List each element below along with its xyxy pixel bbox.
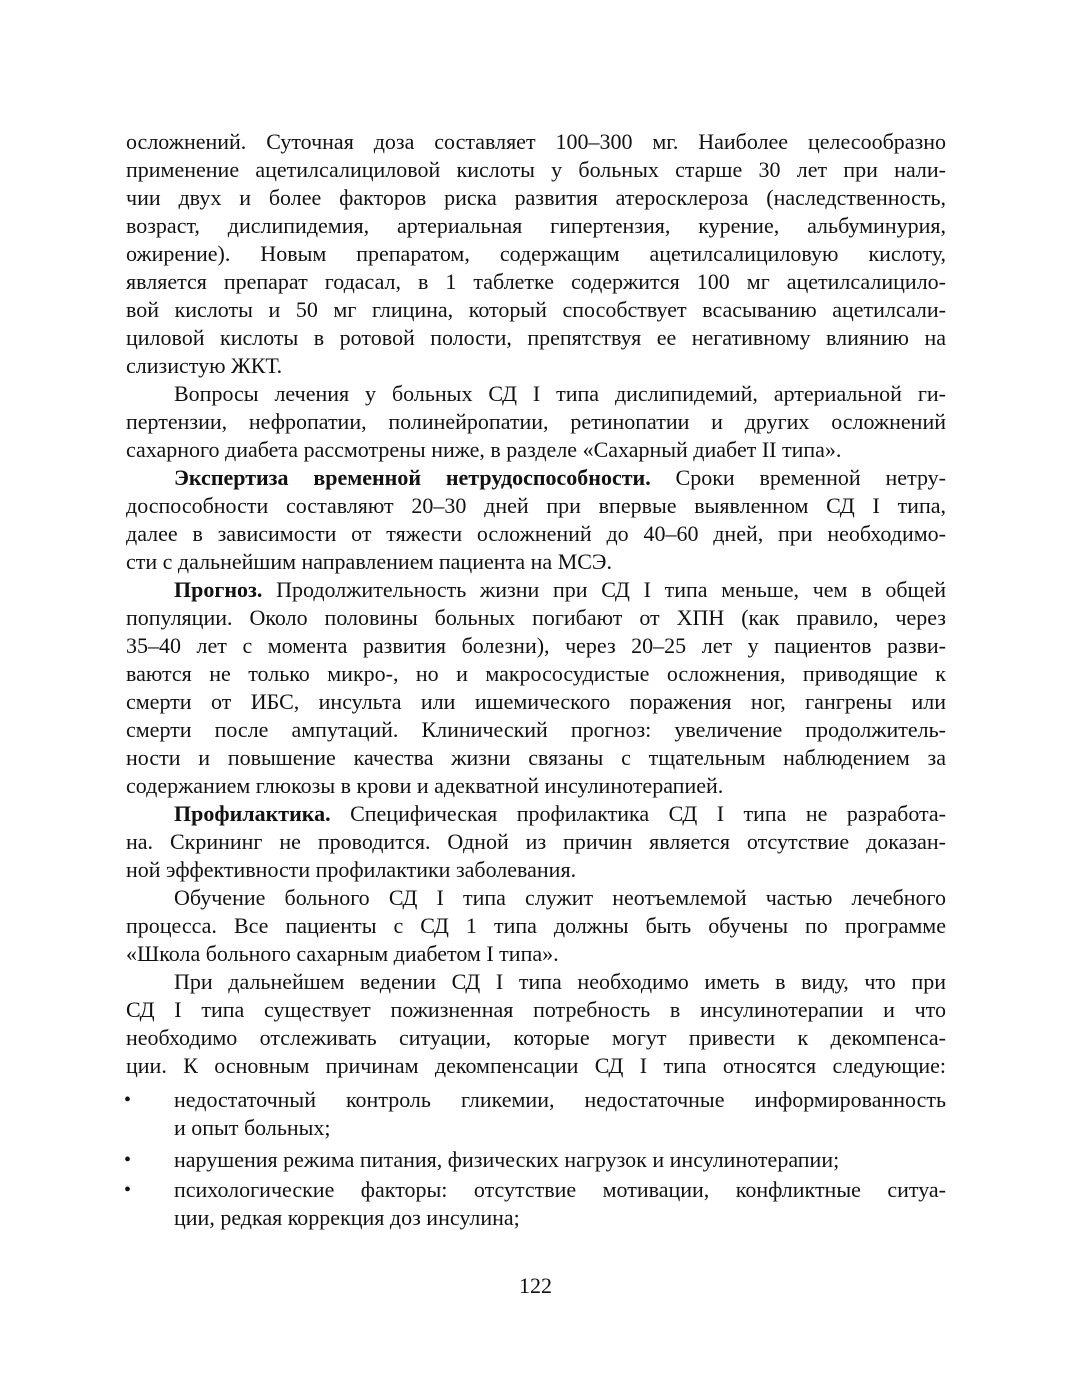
text-line: доспособности составляют 20–30 дней при впервые выявленном СД I типа, xyxy=(126,493,946,518)
text-line: циловой кислоты в ротовой полости, препятствуя ее негативному влиянию на xyxy=(126,325,946,350)
text-line: Вопросы лечения у больных СД I типа дислипидемий, артериальной ги- xyxy=(174,381,946,406)
list-item: ции, редкая коррекция доз инсулина; xyxy=(174,1205,520,1230)
text-line: слизистую ЖКТ. xyxy=(126,353,283,378)
text-line: смерти после ампутаций. Клинический прогноз: увеличение продолжитель- xyxy=(126,717,946,742)
text-line: далее в зависимости от тяжести осложнений до 40–60 дней, при необходимо- xyxy=(126,521,946,546)
text-line: необходимо отслеживать ситуации, которые могут привести к декомпенса- xyxy=(126,1025,946,1050)
text-line: При дальнейшем ведении СД I типа необходимо иметь в виду, что при xyxy=(174,969,946,994)
text-line: ожирение). Новым препаратом, содержащим ацетилсалициловую кислоту, xyxy=(126,241,946,266)
text-line: сахарного диабета рассмотрены ниже, в разделе «Сахарный диабет II типа». xyxy=(126,437,842,462)
text-span: Специфическая профилактика СД I типа не разработа- xyxy=(350,801,947,826)
text-line: ции. К основным причинам декомпенсации СД I типа относятся следующие: xyxy=(126,1053,946,1078)
text-line xyxy=(174,800,946,828)
bullet-icon: • xyxy=(124,1089,132,1111)
text-span: Продолжительность жизни при СД I типа меньше, чем в общей xyxy=(276,577,946,602)
text-line: сти с дальнейшим направлением пациента на МСЭ. xyxy=(126,549,612,574)
text-line: пертензии, нефропатии, полинейропатии, ретинопатии и других осложнений xyxy=(126,409,946,434)
text-line: ности и повышение качества жизни связаны с тщательным наблюдением за xyxy=(126,745,946,770)
bullet-icon: • xyxy=(124,1149,132,1171)
text-line: СД I типа существует пожизненная потребность в инсулинотерапии и что xyxy=(126,997,946,1022)
text-line: на. Скрининг не проводится. Одной из причин является отсутствие доказан- xyxy=(126,829,946,854)
list-item: нарушения режима питания, физических нагрузок и инсулинотерапии; xyxy=(174,1147,840,1172)
text-line: вой кислоты и 50 мг глицина, который способствует всасыванию ацетилсали- xyxy=(126,297,946,322)
list-item: недостаточный контроль гликемии, недостаточные информированность xyxy=(174,1087,946,1112)
text-line: смерти от ИБС, инсульта или ишемического поражения ног, гангрены или xyxy=(126,689,946,714)
text-line: Обучение больного СД I типа служит неотъемлемой частью лечебного xyxy=(174,885,946,910)
text-line: ной эффективности профилактики заболевания. xyxy=(126,857,577,882)
text-line xyxy=(174,464,946,492)
text-line xyxy=(174,576,946,604)
text-line: содержанием глюкозы в крови и адекватной инсулинотерапией. xyxy=(126,773,724,798)
list-item: психологические факторы: отсутствие мотивации, конфликтные ситуа- xyxy=(174,1177,946,1202)
list-item: и опыт больных; xyxy=(174,1115,331,1140)
bullet-icon: • xyxy=(124,1179,132,1201)
text-line: популяции. Около половины больных погибают от ХПН (как правило, через xyxy=(126,605,946,630)
text-line: осложнений. Суточная доза составляет 100–300 мг. Наиболее целесообразно xyxy=(126,129,946,154)
page-number: 122 xyxy=(519,1273,552,1298)
text-line: возраст, дислипидемия, артериальная гипертензия, курение, альбуминурия, xyxy=(126,213,946,238)
text-line: «Школа больного сахарным диабетом I типа». xyxy=(126,941,559,966)
text-line: является препарат годасал, в 1 таблетке содержится 100 мг ацетилсалицило- xyxy=(126,269,946,294)
text-line: применение ацетилсалициловой кислоты у больных старше 30 лет при нали- xyxy=(126,157,946,182)
text-line: чии двух и более факторов риска развития атеросклероза (наследственность, xyxy=(126,185,946,210)
text-line: 35–40 лет с момента развития болезни), через 20–25 лет у пациентов разви- xyxy=(126,633,946,658)
text-line: процесса. Все пациенты с СД 1 типа должны быть обучены по программе xyxy=(126,913,946,938)
section-heading-prognosis: Прогноз. xyxy=(174,577,263,602)
section-heading-prophylaxis: Профилактика. xyxy=(174,801,331,826)
section-heading-expertise: Экспертиза временной нетрудоспособности. xyxy=(174,465,651,490)
text-span: Сроки временной нетру- xyxy=(675,465,946,490)
text-line: ваются не только микро-, но и макрососудистые осложнения, приводящие к xyxy=(126,661,946,686)
